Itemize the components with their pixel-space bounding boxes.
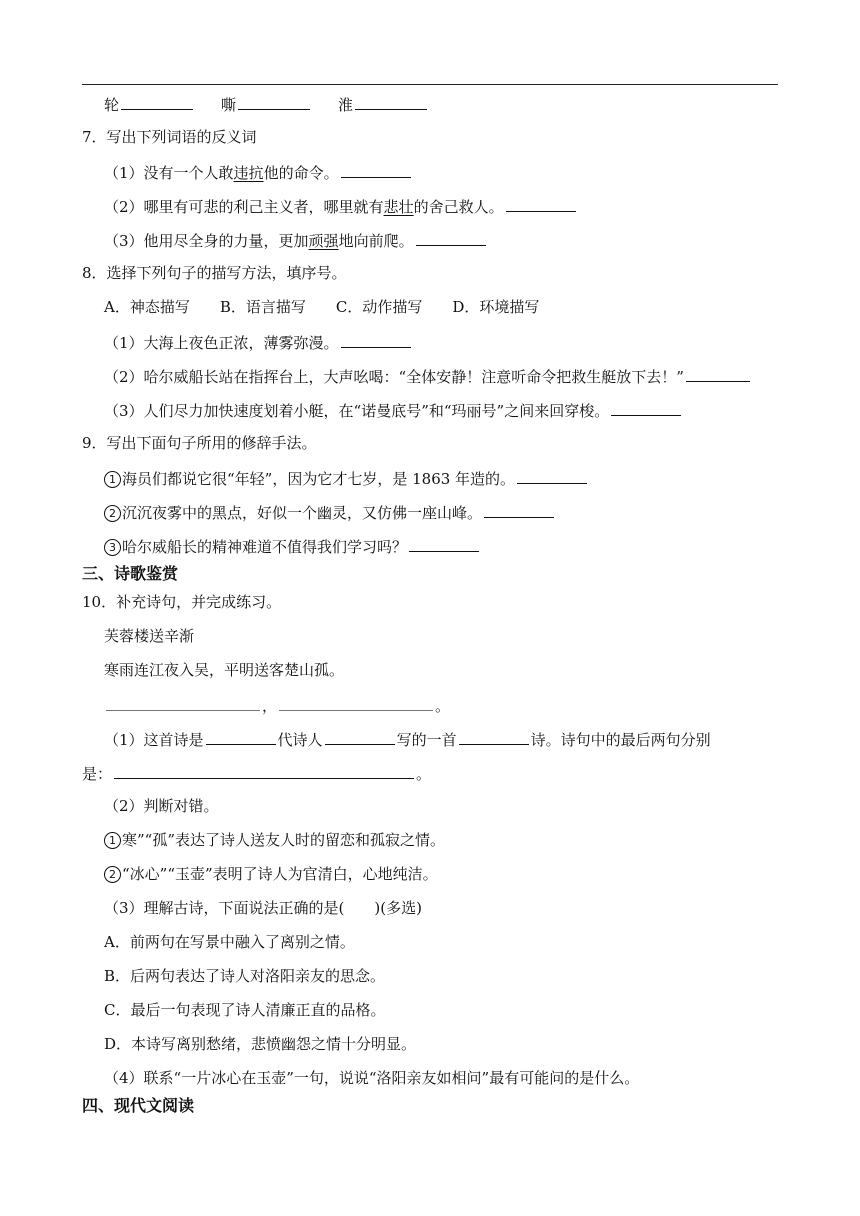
answer-blank[interactable] (206, 728, 276, 745)
circled-number: 1 (104, 471, 121, 488)
q7-item-1: （1）没有一个人敢违抗他的命令。 (104, 161, 413, 183)
answer-blank[interactable] (279, 694, 433, 711)
option: A．神态描写 (104, 298, 190, 316)
q10-sub-1: （1）这首诗是 代诗人 写的一首 诗。诗句中的最后两句分别 (104, 728, 711, 750)
answer-blank[interactable] (106, 694, 260, 711)
q10-sub-3-option-b[interactable]: B．后两句表达了诗人对洛阳亲友的思念。 (104, 967, 386, 985)
q7-item-3: （3）他用尽全身的力量，更加顽强地向前爬。 (104, 229, 488, 251)
q8-item-3: （3）人们尽力加快速度划着小艇，在“诺曼底号”和“玛丽号”之间来回穿梭。 (104, 399, 683, 421)
q10-sub-3-title: （3）理解古诗，下面说法正确的是( )(多选) (104, 899, 422, 917)
q10-sub-2-title: （2）判断对错。 (104, 797, 219, 815)
q7-item-2: （2）哪里有可悲的利己主义者，哪里就有悲壮的舍己救人。 (104, 195, 578, 217)
answer-blank[interactable] (341, 331, 411, 348)
poem-line-1: 寒雨连江夜入吴，平明送客楚山孤。 (104, 661, 345, 679)
answer-blank[interactable] (686, 365, 750, 382)
q8-item-1: （1）大海上夜色正浓，薄雾弥漫。 (104, 331, 413, 353)
answer-blank[interactable] (409, 535, 479, 552)
char-label: 淮 (338, 96, 354, 114)
answer-blank[interactable] (325, 728, 395, 745)
header-rule (82, 84, 778, 85)
q10-sub-3-option-a[interactable]: A．前两句在写景中融入了离别之情。 (104, 933, 355, 951)
q8-options (104, 297, 539, 317)
option: C．动作描写 (335, 298, 423, 316)
answer-blank[interactable] (459, 728, 529, 745)
answer-blank[interactable] (121, 93, 193, 110)
q10-sub-2-item-2: 2 “冰心”“玉壶”表明了诗人为官清白，心地纯洁。 (104, 864, 438, 884)
q10-sub-4: （4）联系“一片冰心在玉壶”一句，说说“洛阳亲友如相问”最有可能问的是什么。 (104, 1069, 640, 1087)
answer-blank[interactable] (416, 229, 486, 246)
answer-blank[interactable] (484, 501, 554, 518)
section-4-heading: 四、现代文阅读 (82, 1096, 195, 1115)
option: D．环境描写 (452, 298, 540, 316)
question-9-title: 9．写出下面句子所用的修辞手法。 (82, 434, 317, 452)
q10-sub-3-option-c[interactable]: C．最后一句表现了诗人清廉正直的品格。 (104, 1001, 386, 1019)
poem-title: 芙蓉楼送辛渐 (104, 627, 195, 645)
target-word: 违抗 (233, 164, 264, 182)
q8-item-2: （2）哈尔威船长站在指挥台上，大声吆喝：“全体安静！注意听命令把救生艇放下去！” (104, 365, 752, 387)
option: B．语言描写 (219, 298, 306, 316)
target-word: 悲壮 (383, 198, 414, 216)
answer-blank[interactable] (517, 467, 587, 484)
q10-sub-1-cont: 是： 。 (82, 762, 431, 784)
answer-blank[interactable] (114, 762, 414, 779)
answer-blank[interactable] (506, 195, 576, 212)
answer-blank[interactable] (611, 399, 681, 416)
target-word: 顽强 (308, 232, 339, 250)
q10-sub-3-option-d[interactable]: D．本诗写离别愁绪，悲愤幽怨之情十分明显。 (104, 1035, 417, 1053)
q9-item-3: 3 哈尔威船长的精神难道不值得我们学习吗？ (104, 535, 481, 557)
circled-number: 2 (104, 505, 121, 522)
question-10-title: 10．补充诗句，并完成练习。 (82, 593, 282, 611)
answer-blank[interactable] (238, 93, 310, 110)
circled-number: 2 (104, 866, 121, 883)
poem-fill-line: ， 。 (104, 694, 450, 716)
section-3-heading: 三、诗歌鉴赏 (82, 564, 179, 583)
chars-row (104, 93, 429, 115)
q10-sub-2-item-1: 1 寒”“孤”表达了诗人送友人时的留恋和孤寂之情。 (104, 830, 445, 850)
circled-number: 3 (104, 539, 121, 556)
question-8-title: 8．选择下列句子的描写方法，填序号。 (82, 264, 347, 282)
circled-number: 1 (104, 832, 121, 849)
answer-blank[interactable] (341, 161, 411, 178)
char-label: 轮 (104, 96, 120, 114)
q9-item-1: 1 海员们都说它很“年轻”，因为它才七岁，是 1863 年造的。 (104, 467, 589, 489)
char-label: 嘶 (221, 96, 237, 114)
q9-item-2: 2 沉沉夜雾中的黑点，好似一个幽灵，又仿佛一座山峰。 (104, 501, 556, 523)
question-7-title: 7．写出下列词语的反义词 (82, 128, 257, 146)
answer-blank[interactable] (355, 93, 427, 110)
